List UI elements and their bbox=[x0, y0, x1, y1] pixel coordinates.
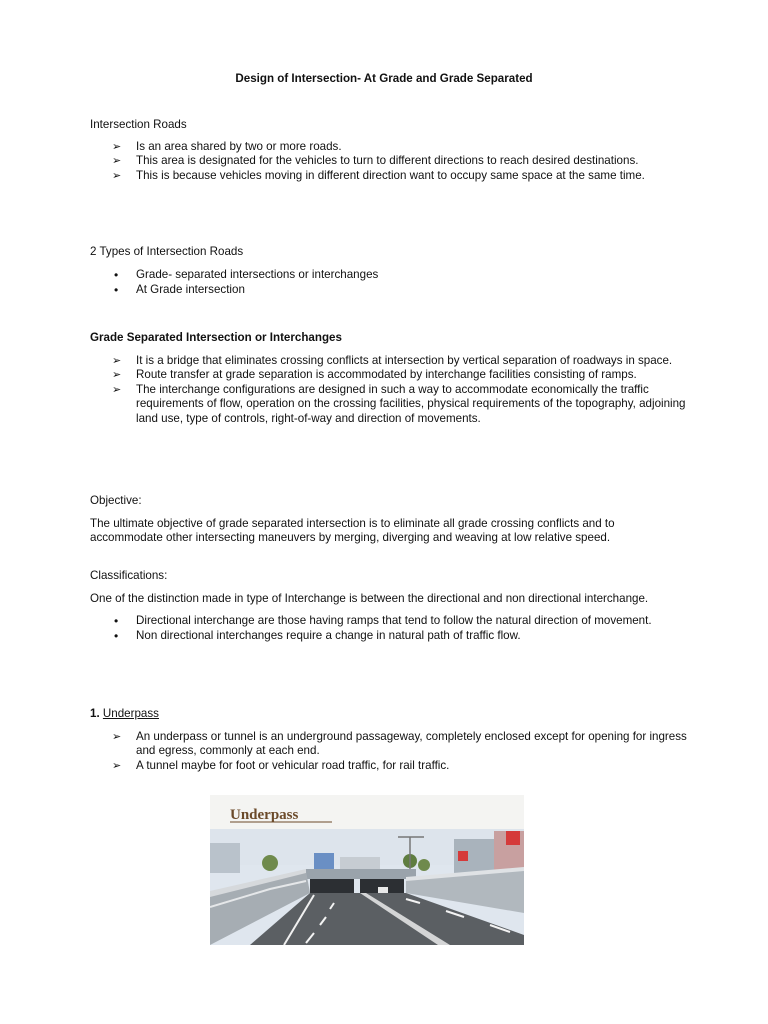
arrow-bullet-icon: ➢ bbox=[112, 354, 122, 367]
section-classifications bbox=[90, 569, 690, 643]
section-intersection-roads bbox=[90, 118, 690, 183]
section-objective bbox=[90, 494, 690, 546]
list-item: ➢ This area is designated for the vehicles to turn to different directions to reach desired destinations. bbox=[112, 154, 639, 168]
list-item: ➢ A tunnel maybe for foot or vehicular road traffic, for rail traffic. bbox=[112, 758, 450, 772]
section-heading: Objective: bbox=[90, 494, 142, 507]
list-item: ➢ It is a bridge that eliminates crossing conflicts at intersection by vertical separation of roadways in space. bbox=[112, 353, 673, 367]
dot-bullet-icon: • bbox=[114, 283, 119, 298]
bullet-list bbox=[90, 140, 690, 184]
dot-bullet-icon: • bbox=[114, 267, 119, 282]
arrow-bullet-icon: ➢ bbox=[112, 759, 122, 772]
bullet-list bbox=[90, 730, 690, 774]
bullet-list bbox=[90, 614, 690, 643]
paragraph: The ultimate objective of grade separated intersection is to eliminate all grade crossing conflicts and to accommodate other intersecting maneuvers by merging, diverging and weaving at low relative speed. bbox=[90, 516, 615, 545]
arrow-bullet-icon: ➢ bbox=[112, 369, 122, 382]
paragraph: One of the distinction made in type of Interchange is between the directional and non directional interchange. bbox=[90, 591, 649, 605]
dot-bullet-icon: • bbox=[114, 614, 119, 629]
underpass-photo bbox=[210, 795, 524, 945]
photo-caption: Underpass bbox=[230, 807, 299, 823]
underpass-illustration bbox=[210, 795, 524, 945]
arrow-bullet-icon: ➢ bbox=[112, 169, 122, 182]
arrow-bullet-icon: ➢ bbox=[112, 155, 122, 168]
list-item: • At Grade intersection bbox=[114, 283, 245, 298]
arrow-bullet-icon: ➢ bbox=[112, 383, 122, 396]
section-number: 1. bbox=[90, 707, 100, 720]
dot-bullet-icon: • bbox=[114, 628, 119, 643]
bullet-list bbox=[90, 268, 690, 298]
list-item: ➢ Is an area shared by two or more roads. bbox=[112, 139, 342, 153]
arrow-bullet-icon: ➢ bbox=[112, 730, 122, 743]
list-item: • Directional interchange are those having ramps that tend to follow the natural direction of movement. bbox=[114, 614, 652, 629]
list-item: ➢ The interchange configurations are designed in such a way to accommodate economically the traffic requirements of flow, operation on the crossing facilities, physical requirements of the topography, adjoining land use, type of controls, right-of-way and direction of movements. bbox=[112, 382, 686, 425]
list-item: ➢ Route transfer at grade separation is accommodated by interchange facilities consisting of ramps. bbox=[112, 368, 637, 382]
arrow-bullet-icon: ➢ bbox=[112, 140, 122, 153]
bullet-list bbox=[90, 354, 690, 427]
list-item: • Grade- separated intersections or interchanges bbox=[114, 267, 379, 282]
list-item: ➢ An underpass or tunnel is an underground passageway, completely enclosed except for opening for ingress and egress, commonly at each end. bbox=[112, 729, 687, 758]
list-item: ➢ This is because vehicles moving in different direction want to occupy same space at the same time. bbox=[112, 168, 645, 182]
section-heading: 1. Underpass bbox=[90, 707, 159, 720]
document-title: Design of Intersection- At Grade and Grade Separated bbox=[235, 72, 533, 85]
section-underpass bbox=[90, 707, 690, 773]
section-heading: Grade Separated Intersection or Interchanges bbox=[90, 331, 342, 344]
section-grade-separated bbox=[90, 331, 690, 427]
section-heading: Classifications: bbox=[90, 569, 168, 582]
list-item: • Non directional interchanges require a change in natural path of traffic flow. bbox=[114, 628, 521, 643]
section-heading: 2 Types of Intersection Roads bbox=[90, 245, 244, 258]
section-types bbox=[90, 245, 690, 298]
section-heading: Intersection Roads bbox=[90, 118, 187, 131]
